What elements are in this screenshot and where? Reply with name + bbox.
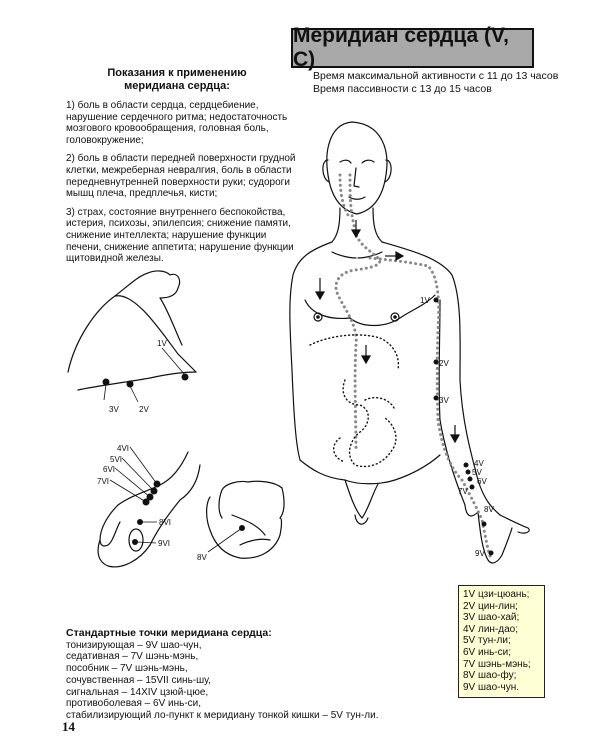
body-label-4v: 4V bbox=[474, 459, 484, 468]
standard-point-line: сочувственная – 15VII синь-шу, bbox=[66, 674, 211, 686]
wrist-label-9vi: 9VI bbox=[158, 539, 171, 548]
legend-item: 9V шао-чун. bbox=[463, 681, 519, 693]
body-label-7v: 7V bbox=[458, 487, 468, 496]
passive-time: Время пассивности с 13 до 15 часов bbox=[313, 83, 492, 95]
page-number: 14 bbox=[62, 719, 75, 734]
legend-item: 5V тун-ли; bbox=[463, 635, 511, 647]
wrist-label-5vi: 5VI bbox=[110, 455, 123, 464]
body-label-8v: 8V bbox=[484, 505, 494, 514]
legend-item: 7V шэнь-мэнь; bbox=[463, 658, 531, 670]
body-label-1v: 1V bbox=[420, 296, 430, 305]
standard-points bbox=[66, 628, 379, 722]
legend-item: 6V инь-си; bbox=[463, 646, 512, 658]
head-outline bbox=[327, 122, 387, 214]
arm-label-2v: 2V bbox=[139, 405, 149, 414]
indication-item: 2) боль в области передней поверхности грудной клетки, межреберная невралгия, боль в области передневнутренней поверхности руки; судороги мышц плеча, предплечья, кисти; bbox=[66, 153, 296, 200]
body-label-9v: 9V bbox=[475, 549, 485, 558]
standard-point-line: сигнальная – 14XIV цзюй-цюе, bbox=[66, 686, 209, 698]
body-label-3v: 3V bbox=[439, 396, 449, 405]
wrist-label-4vi: 4VI bbox=[117, 444, 130, 453]
meridian-arm-path bbox=[370, 258, 490, 556]
legend-item: 3V шао-хай; bbox=[463, 612, 520, 624]
legend-item: 1V цзи-цюань; bbox=[463, 589, 530, 600]
legend-item: 2V цин-лин; bbox=[463, 600, 518, 612]
arm-label-1v: 1V bbox=[157, 339, 167, 348]
body-label-2v: 2V bbox=[439, 359, 449, 368]
points-legend bbox=[458, 585, 545, 698]
wrist-label-6vi: 6VI bbox=[103, 465, 116, 474]
indications-title-line1: Показания к применению bbox=[107, 67, 247, 79]
indication-item: 3) страх, состояние внутреннего беспокойства, истерия, психозы, эпилепсия; снижение памяти, снижение интеллекта; нарушение функции печени, снижение аппетита; нарушение функции щитовидной железы. bbox=[66, 206, 294, 265]
wrist-label-7vi: 7VI bbox=[97, 477, 110, 486]
standard-point-line: стабилизирующий ло-пункт к меридиану тонкой кишки – 5V тун-ли. bbox=[66, 709, 379, 721]
standard-points-title: Стандартные точки меридиана сердца: bbox=[66, 627, 272, 639]
max-activity-time: Время максимальной активности с 11 до 13 часов bbox=[313, 70, 559, 82]
standard-point-line: противоболевая – 6V инь-си, bbox=[66, 698, 202, 710]
body-label-5v: 5V bbox=[472, 468, 482, 477]
hand-label-8v: 8V bbox=[197, 553, 207, 562]
legend-item: 4V лин-дао; bbox=[463, 623, 519, 635]
standard-point-line: пособник – 7V шэнь-мэнь, bbox=[66, 663, 188, 675]
indications-title-line2: меридиана сердца: bbox=[124, 80, 230, 92]
legend-item: 8V шао-фу; bbox=[463, 670, 517, 682]
standard-point-line: седативная – 7V шэнь-мэнь, bbox=[66, 651, 199, 663]
body-label-6v: 6V bbox=[477, 477, 487, 486]
wrist-label-8vi: 8VI bbox=[159, 518, 172, 527]
standard-point-line: тонизирующая – 9V шао-чун, bbox=[66, 639, 202, 651]
page-title: Меридиан сердца (V, C) bbox=[291, 28, 534, 68]
indication-item: 1) боль в области сердца, сердцебиение, нарушение сердечного ритма; недостаточность мозгового кровообращения, головная боль, головокружение; bbox=[66, 100, 288, 146]
arm-label-3v: 3V bbox=[109, 405, 119, 414]
